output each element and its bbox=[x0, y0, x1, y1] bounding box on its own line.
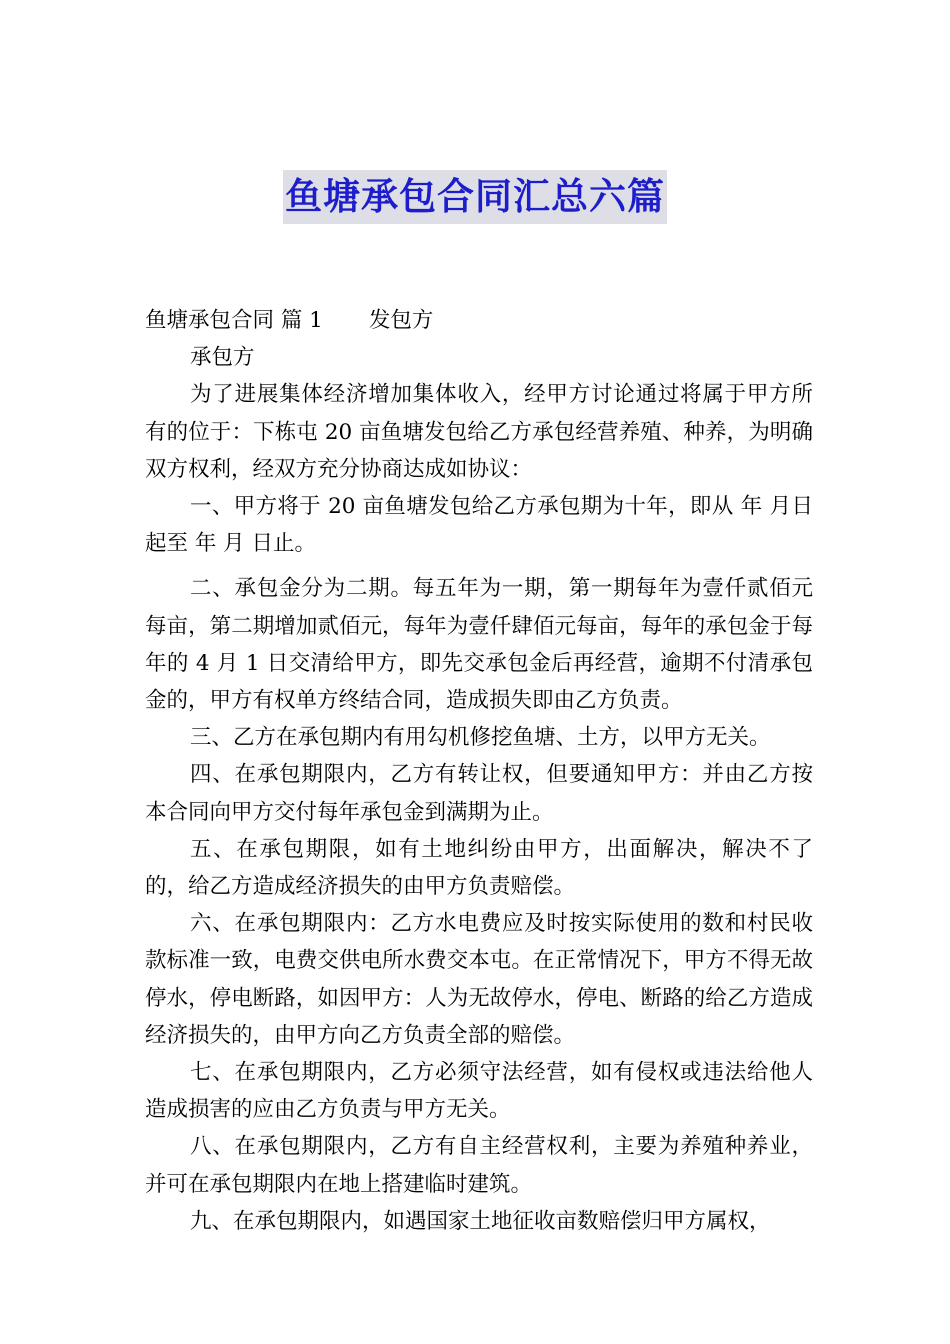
clause-6: 六、在承包期限内：乙方水电费应及时按实际使用的数和村民收款标准一致，电费交供电所水费交本屯。在正常情况下，甲方不得无故停水，停电断路，如因甲方：人为无故停水，停电、断路的给乙方造成经济损失的，由甲方向乙方负责全部的赔偿。 bbox=[145, 911, 813, 1048]
section-heading bbox=[145, 302, 813, 339]
clause-7: 七、在承包期限内，乙方必须守法经营，如有侵权或违法给他人造成损害的应由乙方负责与甲方无关。 bbox=[145, 1060, 813, 1123]
paragraph-contractor: 承包方 bbox=[190, 345, 255, 371]
clause-2: 二、承包金分为二期。每五年为一期，第一期每年为壹仟贰佰元每亩，第二期增加贰佰元，每年为壹仟肆佰元每亩，每年的承包金于每年的 4 月 1 日交清给甲方，即先交承包金后再经营，逾期不付清承包金的，甲方有权单方终结合同，造成损失即由乙方负责。 bbox=[145, 576, 813, 714]
clause-3: 三、乙方在承包期内有用勾机修挖鱼塘、土方，以甲方无关。 bbox=[190, 725, 771, 751]
paragraph-preamble: 为了进展集体经济增加集体收入，经甲方讨论通过将属于甲方所有的位于：下栋屯 20 亩鱼塘发包给乙方承包经营养殖、种养，为明确双方权利，经双方充分协商达成如协议： bbox=[145, 382, 813, 482]
clause-8: 八、在承包期限内，乙方有自主经营权利，主要为养殖种养业，并可在承包期限内在地上搭建临时建筑。 bbox=[145, 1134, 813, 1197]
clause-1: 一、甲方将于 20 亩鱼塘发包给乙方承包期为十年，即从 年 月日起至 年 月 日止。 bbox=[145, 494, 813, 557]
section-heading-title: 鱼塘承包合同 篇 1 bbox=[145, 308, 323, 333]
title-block bbox=[0, 170, 950, 224]
clause-5: 五、在承包期限，如有土地纠纷由甲方，出面解决，解决不了的，给乙方造成经济损失的由甲方负责赔偿。 bbox=[145, 836, 813, 900]
document-title: 鱼塘承包合同汇总六篇 bbox=[283, 170, 667, 224]
clause-4: 四、在承包期限内，乙方有转让权，但要通知甲方：并由乙方按本合同向甲方交付每年承包金到满期为止。 bbox=[145, 762, 813, 825]
document-body bbox=[145, 302, 813, 1240]
section-heading-party: 发包方 bbox=[368, 308, 434, 333]
clause-9: 九、在承包期限内，如遇国家土地征收亩数赔偿归甲方属权， bbox=[190, 1208, 771, 1234]
